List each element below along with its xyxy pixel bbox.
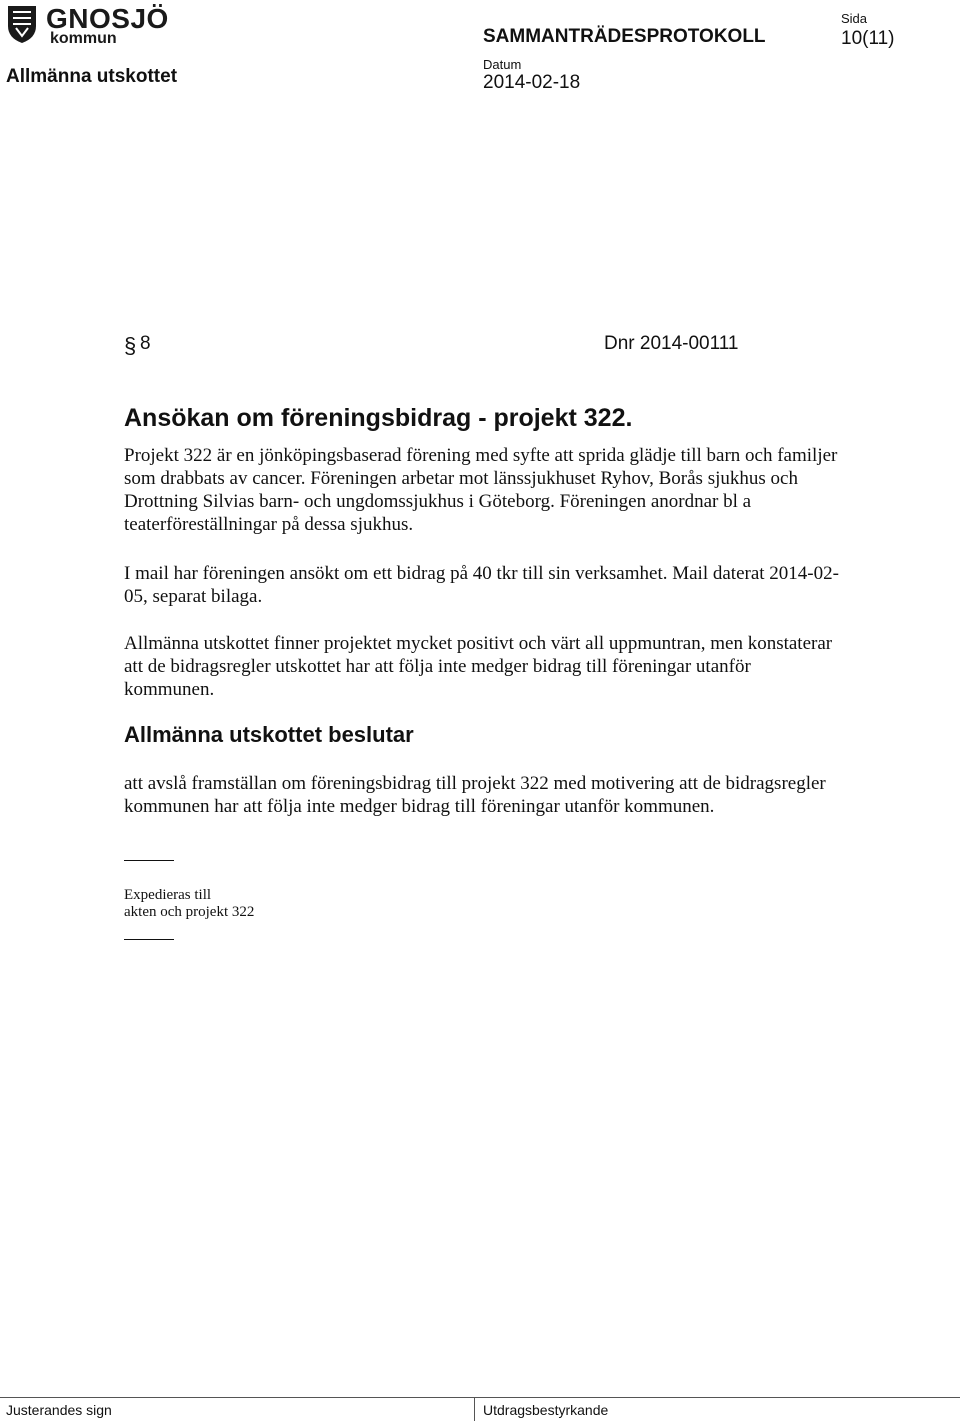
expedieras-recipients: akten och projekt 322 bbox=[124, 904, 255, 920]
page-number: 10(11) bbox=[841, 28, 895, 49]
divider-bottom bbox=[124, 939, 174, 940]
section-heading: Ansökan om föreningsbidrag - projekt 322. bbox=[124, 404, 633, 432]
expedieras-label: Expedieras till bbox=[124, 887, 212, 903]
paragraph-assessment: Allmänna utskottet finner projektet mycket positivt och värt all uppmuntran, men konstaterar att de bidragsregler utskottet har att följa inte medger bidrag till föreningar utanför kommunen. bbox=[124, 633, 833, 700]
document-type: SAMMANTRÄDESPROTOKOLL bbox=[483, 26, 766, 47]
date-value: 2014-02-18 bbox=[483, 72, 581, 93]
decision-heading: Allmänna utskottet beslutar bbox=[124, 722, 414, 747]
paragraph-application: I mail har föreningen ansökt om ett bidrag på 40 tkr till sin verksamhet. Mail daterat 2014-02-05, separat bilaga. bbox=[124, 563, 839, 607]
committee-name: Allmänna utskottet bbox=[6, 66, 178, 87]
divider-top bbox=[124, 860, 174, 861]
footer-divider bbox=[474, 1397, 475, 1421]
logo-wordmark: GNOSJÖ bbox=[46, 3, 169, 34]
logo-subtitle: kommun bbox=[50, 30, 117, 47]
page-label: Sida bbox=[841, 11, 868, 26]
footer-rule bbox=[0, 1397, 960, 1398]
footer-utdragsbestyrkande: Utdragsbestyrkande bbox=[483, 1402, 609, 1418]
paragraph-number: 8 bbox=[140, 333, 151, 354]
municipality-logo bbox=[6, 3, 169, 48]
footer-justerandes-sign: Justerandes sign bbox=[6, 1402, 112, 1418]
paragraph-background: Projekt 322 är en jönköpingsbaserad förening med syfte att sprida glädje till barn och familjer som drabbats av cancer. Föreningen arbetar mot länssjukhuset Ryhov, Borås sjukhus och Drottning Silvias barn- och ungdomssjukhus i Göteborg. Föreningen anordnar bl a teaterföreställningar på dessa sjukhus. bbox=[124, 445, 838, 535]
registration-number: Dnr 2014-00111 bbox=[604, 333, 739, 354]
decision-text: att avslå framställan om föreningsbidrag till projekt 322 med motivering att de bidragsregler kommunen har att följa inte medger bidrag till föreningar utanför kommunen. bbox=[124, 773, 826, 817]
coat-of-arms-icon bbox=[6, 4, 38, 44]
paragraph-sign: § bbox=[124, 333, 137, 358]
date-label: Datum bbox=[483, 57, 522, 72]
